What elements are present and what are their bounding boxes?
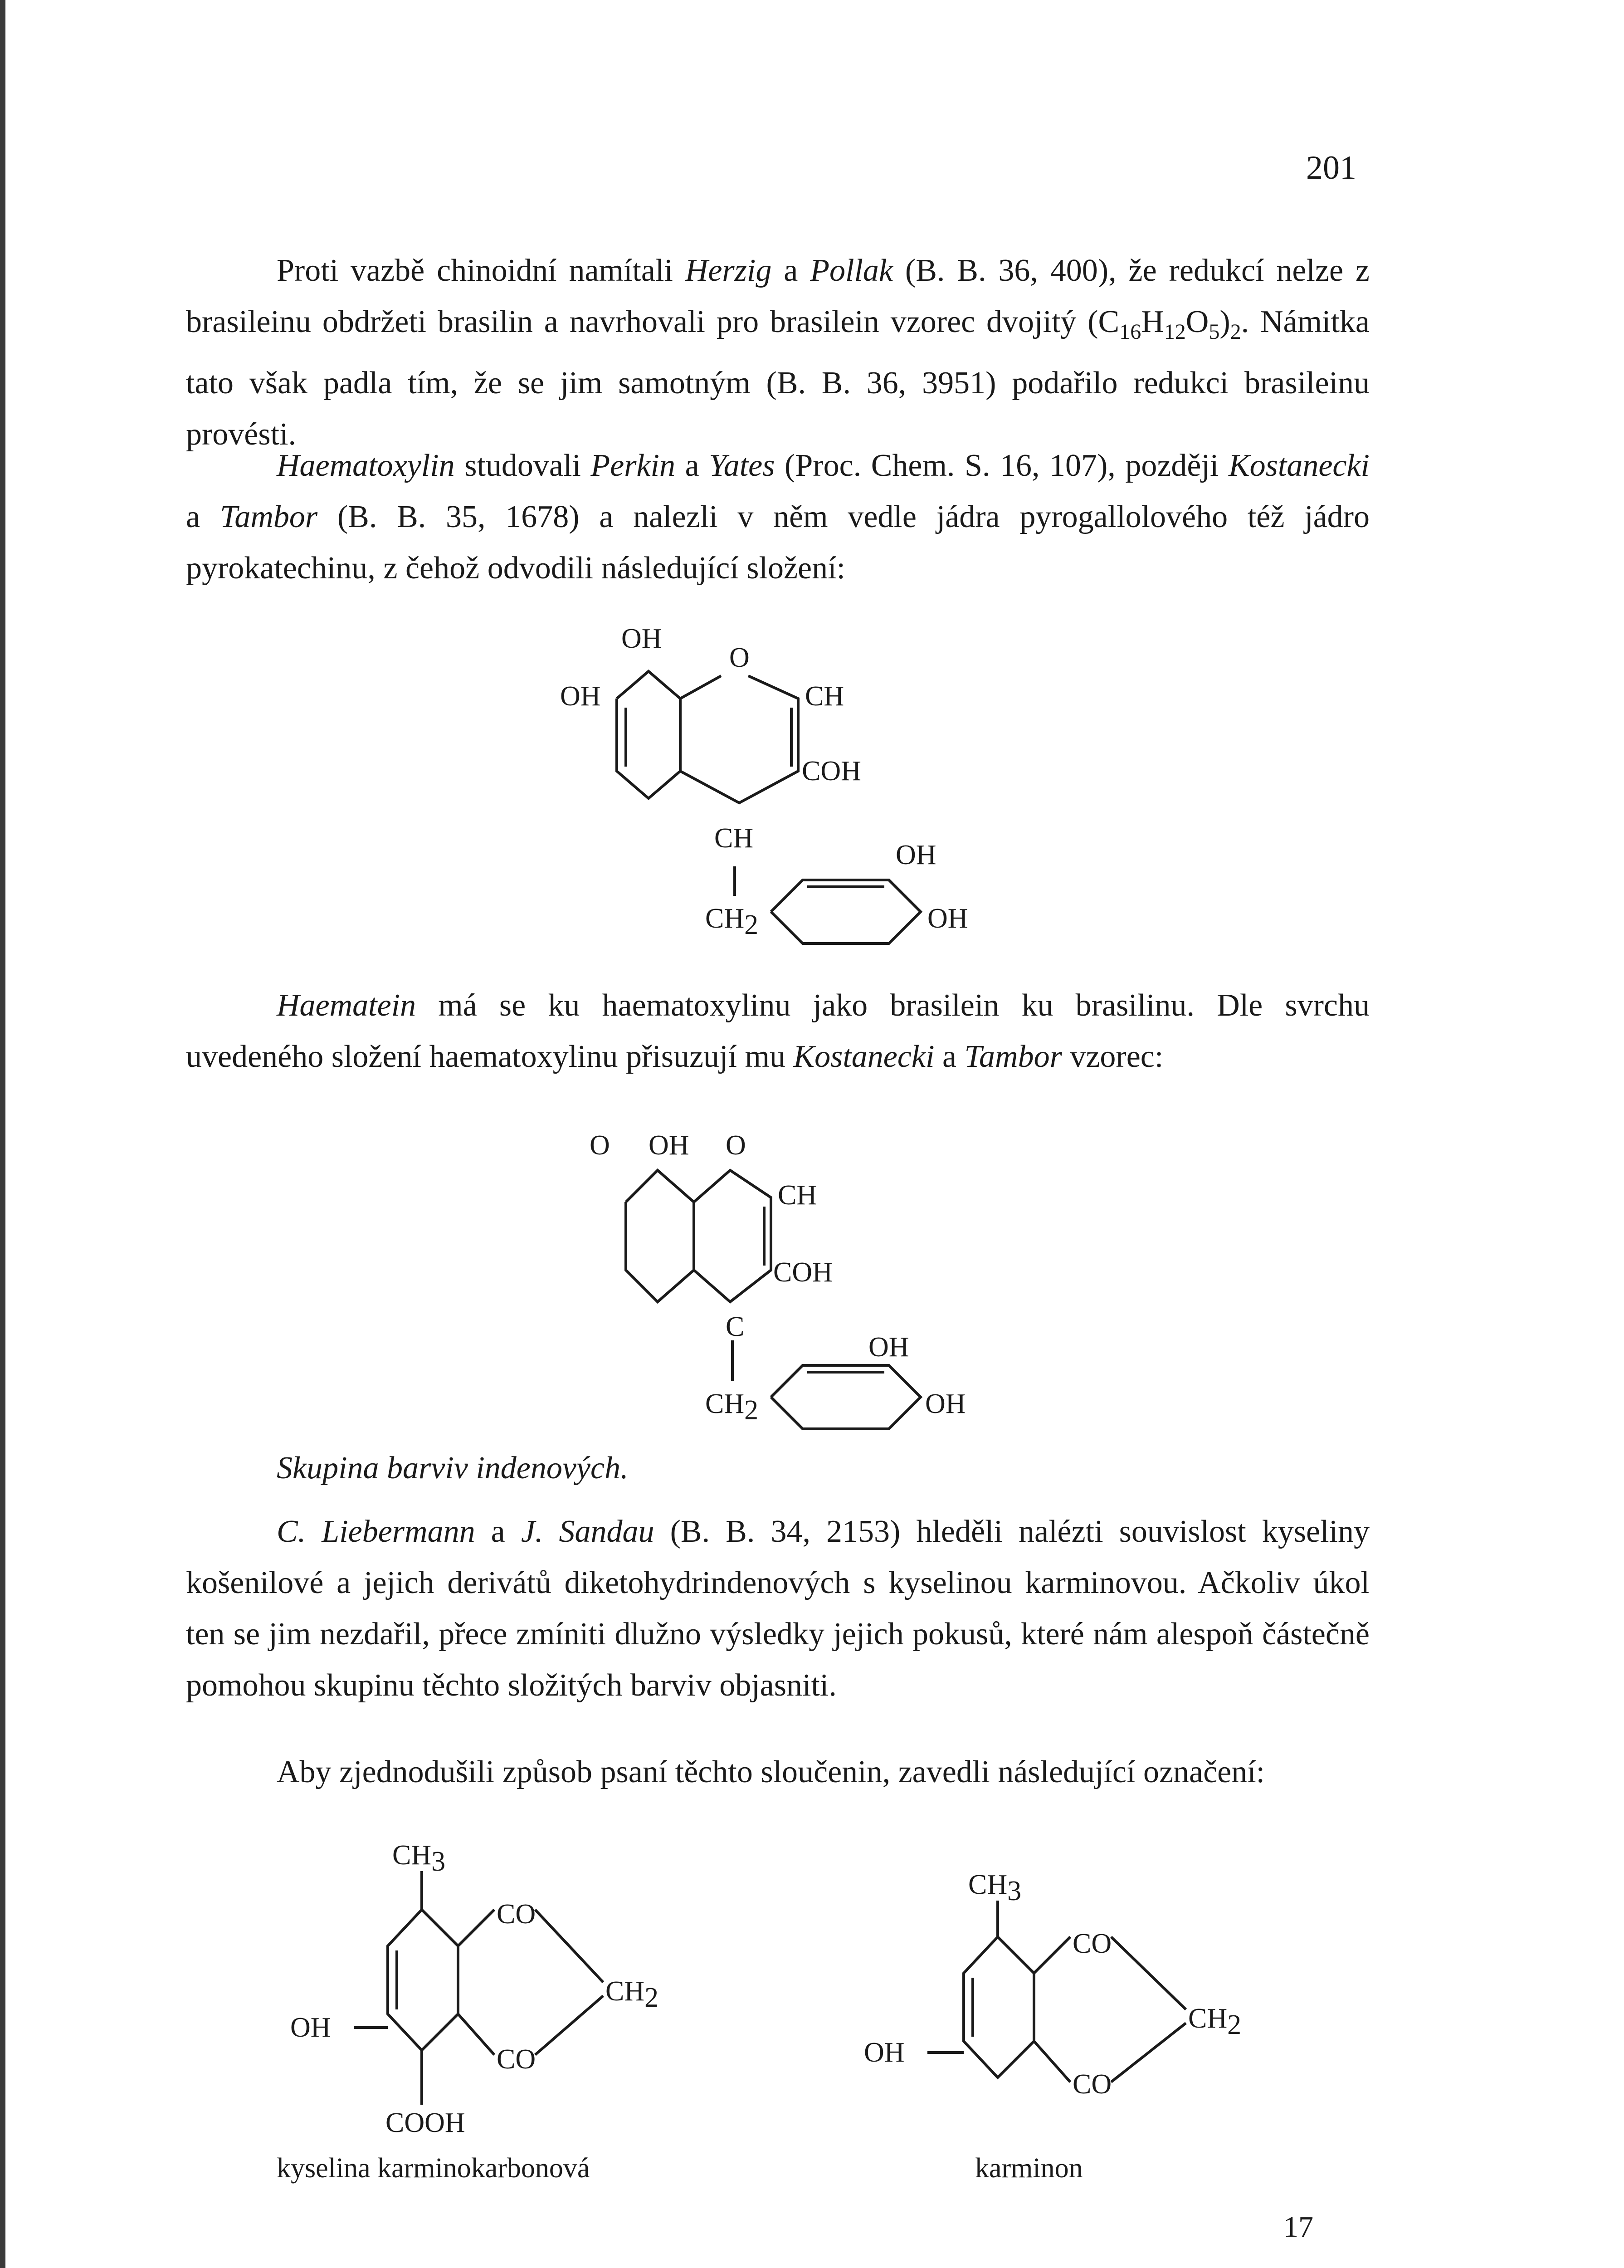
- f2-oh-top: OH: [649, 1130, 689, 1161]
- text-run: 12: [1164, 320, 1186, 344]
- text-run: a: [186, 499, 220, 534]
- text-run: Kostanecki: [793, 1039, 935, 1074]
- text-run: Kostanecki: [1228, 448, 1370, 483]
- f4-oh: OH: [864, 2037, 905, 2068]
- f4-ch3: CH3: [968, 1869, 1022, 1906]
- text-run: (B. B. 36, 400), že redukcí nelze z brasileinu obdržeti brasilin a navrhovali pro brasilein vzorec dvojitý (C: [186, 253, 1370, 339]
- text-run: Yates: [709, 448, 775, 483]
- text-run: vzorec:: [1062, 1039, 1164, 1074]
- f2-c-link: C: [726, 1311, 745, 1342]
- text-run: Pollak: [810, 253, 893, 288]
- text-run: ): [1219, 304, 1230, 339]
- f3-bond-ch2-bottom: [535, 1996, 603, 2055]
- text-run: (B. B. 35, 1678) a nalezli v něm vedle jádra pyrogallolového též jádro pyrokatechinu, z čehož odvodili následující složení:: [186, 499, 1370, 586]
- text-run: H: [1141, 304, 1164, 339]
- f2-quinoid-ring: [626, 1170, 694, 1302]
- text-run: J. Sandau: [521, 1514, 654, 1549]
- text-run: studovali: [454, 448, 591, 483]
- text-run: Herzig: [685, 253, 772, 288]
- f2-oh-ring-right: OH: [925, 1388, 966, 1419]
- f2-oh-ring-top: OH: [868, 1332, 909, 1363]
- text-run: (Proc. Chem. S. 16, 107), později: [775, 448, 1229, 483]
- f1-ch2: CH2: [705, 903, 759, 940]
- f2-phenyl-ring: [771, 1365, 921, 1429]
- f1-bond-o: [680, 676, 721, 699]
- f4-bond-ch2-bottom: [1111, 2023, 1186, 2082]
- text-run: O: [1185, 304, 1209, 339]
- f3-bond-ch2-top: [535, 1910, 603, 1982]
- f3-co-bottom: CO: [497, 2044, 536, 2075]
- f3-caption: kyselina karminokarbonová: [277, 2153, 590, 2184]
- formula-karminon: [864, 1869, 1241, 2184]
- f1-oh-left: OH: [560, 681, 601, 712]
- text-run: Tambor: [219, 499, 318, 534]
- f1-oh-ring-top: OH: [896, 840, 936, 870]
- f1-oh-top: OH: [621, 623, 662, 654]
- f3-oh: OH: [290, 2012, 331, 2043]
- text-run: Skupina barviv indenových.: [277, 1451, 629, 1486]
- formula-haematein: [590, 1130, 966, 1429]
- text-run: Aby zjednodušili způsob psaní těchto sloučenin, zavedli následující označení:: [277, 1755, 1265, 1789]
- f4-ch2: CH2: [1188, 2003, 1242, 2040]
- f3-ch2: CH2: [605, 1976, 659, 2013]
- f2-ch: CH: [778, 1180, 817, 1211]
- text-run: 5: [1209, 320, 1220, 344]
- f1-pyran-ring: [680, 676, 798, 803]
- f1-coh: COH: [802, 756, 861, 787]
- text-run: (B. B. 34, 2153) hleděli nalézti souvislost kyseliny košenilové a jejich derivátů diketohydrindenových s kyselinou karminovou. Ačkoliv úkol ten se jim nezdařil, přece zmíniti dlužno výsledky jejich pokusů, které nám alespoň částečně pomohou skupinu těchto složitých barviv objasniti.: [186, 1514, 1370, 1703]
- text-run: a: [475, 1514, 521, 1549]
- f4-co-top: CO: [1073, 1928, 1112, 1959]
- f1-phenyl-ring: [771, 880, 921, 943]
- text-run: a: [771, 253, 810, 288]
- f4-benzene-ring: [964, 1937, 1034, 2077]
- f4-co-bottom: CO: [1073, 2069, 1112, 2100]
- text-run: a: [675, 448, 709, 483]
- text-run: C. Liebermann: [277, 1514, 475, 1549]
- text-run: Proti vazbě chinoidní namítali: [277, 253, 685, 288]
- f4-bond-co-top: [1034, 1937, 1070, 1973]
- text-run: a: [934, 1039, 965, 1074]
- text-run: má se ku haematoxylinu jako brasilein ku brasilinu. Dle svrchu uvedeného složení haematoxylinu přisuzují mu: [186, 988, 1370, 1074]
- f4-caption: karminon: [975, 2153, 1083, 2184]
- text-run: 16: [1119, 320, 1141, 344]
- footer-number: 17: [1283, 2210, 1313, 2244]
- text-run: Haematein: [277, 988, 416, 1023]
- text-run: 2: [1230, 320, 1241, 344]
- f3-bond-co-top: [458, 1910, 494, 1946]
- f4-bond-co-bottom: [1034, 2041, 1070, 2082]
- f3-bond-co-bottom: [458, 2014, 494, 2055]
- f1-ch: CH: [805, 681, 844, 712]
- f3-cooh: COOH: [385, 2107, 465, 2138]
- f1-ch-link: CH: [714, 823, 754, 854]
- text-run: Perkin: [590, 448, 676, 483]
- f1-o-ring: O: [729, 642, 750, 673]
- text-run: Haematoxylin: [277, 448, 455, 483]
- f2-pyran-ring: [694, 1170, 771, 1302]
- text-run: . Námitka tato však padla tím, že se jim samotným (B. B. 36, 3951) podařilo redukci brasileinu provésti.: [186, 304, 1370, 452]
- formula-haematoxylin: [560, 623, 968, 943]
- f4-bond-ch2-top: [1111, 1937, 1186, 2009]
- f2-o-top: O: [726, 1130, 746, 1161]
- f2-ch2: CH2: [705, 1388, 759, 1426]
- formula-karminokarbonova: [277, 1840, 658, 2184]
- f3-co-top: CO: [497, 1899, 536, 1930]
- f1-oh-ring-right: OH: [927, 903, 968, 934]
- f3-ch3: CH3: [392, 1840, 446, 1877]
- page-number: 201: [1306, 149, 1356, 186]
- text-run: Tambor: [964, 1039, 1062, 1074]
- f2-o-left: O: [590, 1130, 610, 1161]
- f2-coh: COH: [773, 1257, 833, 1288]
- f3-benzene-ring: [388, 1910, 458, 2050]
